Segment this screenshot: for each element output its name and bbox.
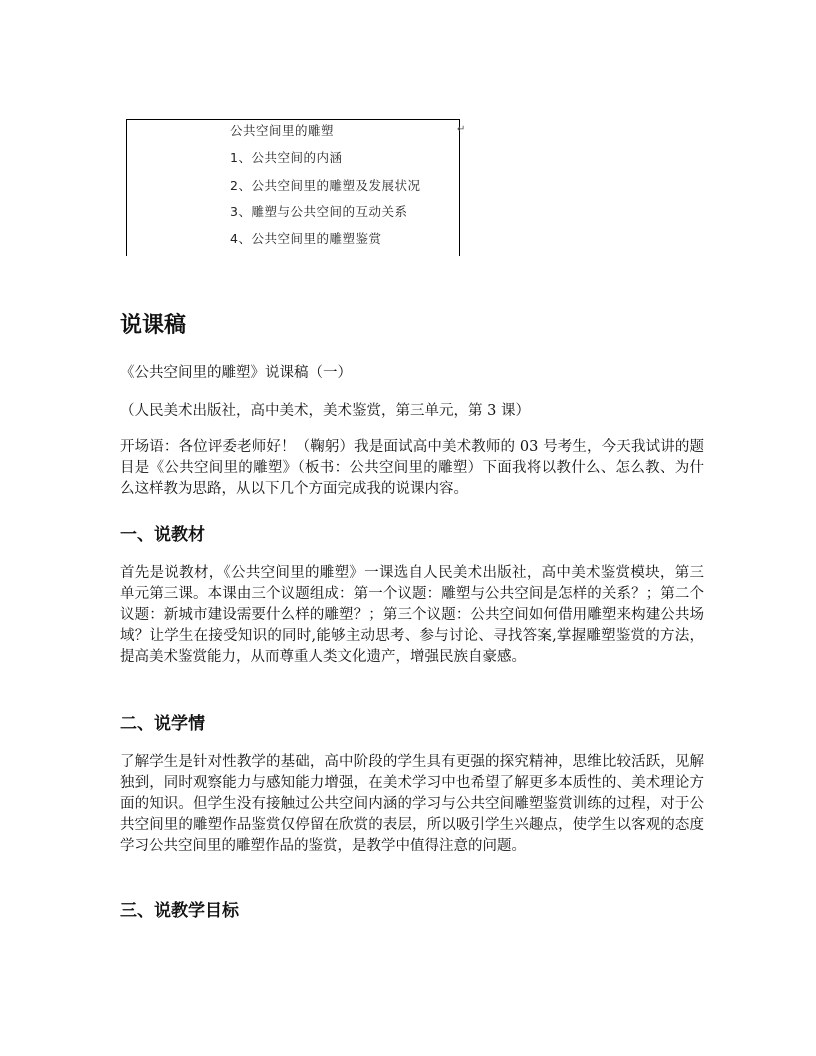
outline-item-3: 3、雕塑与公共空间的互动关系 <box>230 204 408 219</box>
outline-item-1: 1、公共空间的内涵 <box>230 150 343 165</box>
section-heading-students: 二、说学情 <box>120 714 205 734</box>
section-body-students: 了解学生是针对性教学的基础，高中阶段的学生具有更强的探究精神，思维比较活跃，见解独到，同时观察能力与感知能力增强，在美术学习中也希望了解更多本质性的、美术理论方面的知识。但学生没有接触过公共空间内涵的学习与公共空间雕塑鉴赏训练的过程，对于公共空间里的雕塑作品鉴赏仅停留在欣赏的表层，所以吸引学生兴趣点，使学生以客观的态度学习公共空间里的雕塑作品的鉴赏，是教学中值得注意的问题。 <box>120 754 704 854</box>
lesson-subtitle: 《公共空间里的雕塑》说课稿（一） <box>120 365 352 381</box>
section-heading-textbook: 一、说教材 <box>120 525 205 545</box>
opening-paragraph: 开场语：各位评委老师好！（鞠躬）我是面试高中美术教师的 03 号考生，今天我试讲的题目是《公共空间里的雕塑》（板书：公共空间里的雕塑）下面我将以教什么、怎么教、为什么这样教为思路，从以下几个方面完成我的说课内容。 <box>120 439 704 497</box>
section-body-textbook: 首先是说教材，《公共空间里的雕塑》一课选自人民美术出版社，高中美术鉴赏模块，第三单元第三课。本课由三个议题组成：第一个议题：雕塑与公共空间是怎样的关系？；第二个议题：新城市建设需要什么样的雕塑？；第三个议题：公共空间如何借用雕塑来构建公共场域？让学生在接受知识的同时,能够主动思考、参与讨论、寻找答案,掌握雕塑鉴赏的方法，提高美术鉴赏能力，从而尊重人类文化遗产，增强民族自豪感。 <box>120 565 704 665</box>
document-title: 说课稿 <box>120 313 187 338</box>
section-heading-objectives: 三、说教学目标 <box>120 901 239 921</box>
outline-item-4: 4、公共空间里的雕塑鉴赏 <box>230 231 382 246</box>
paragraph-mark-icon: ↵ <box>457 124 466 135</box>
outline-title: 公共空间里的雕塑 <box>230 123 335 138</box>
lesson-source: （人民美术出版社，高中美术，美术鉴赏，第三单元，第 3 课） <box>120 403 530 419</box>
outline-item-2: 2、公共空间里的雕塑及发展状况 <box>230 178 421 193</box>
